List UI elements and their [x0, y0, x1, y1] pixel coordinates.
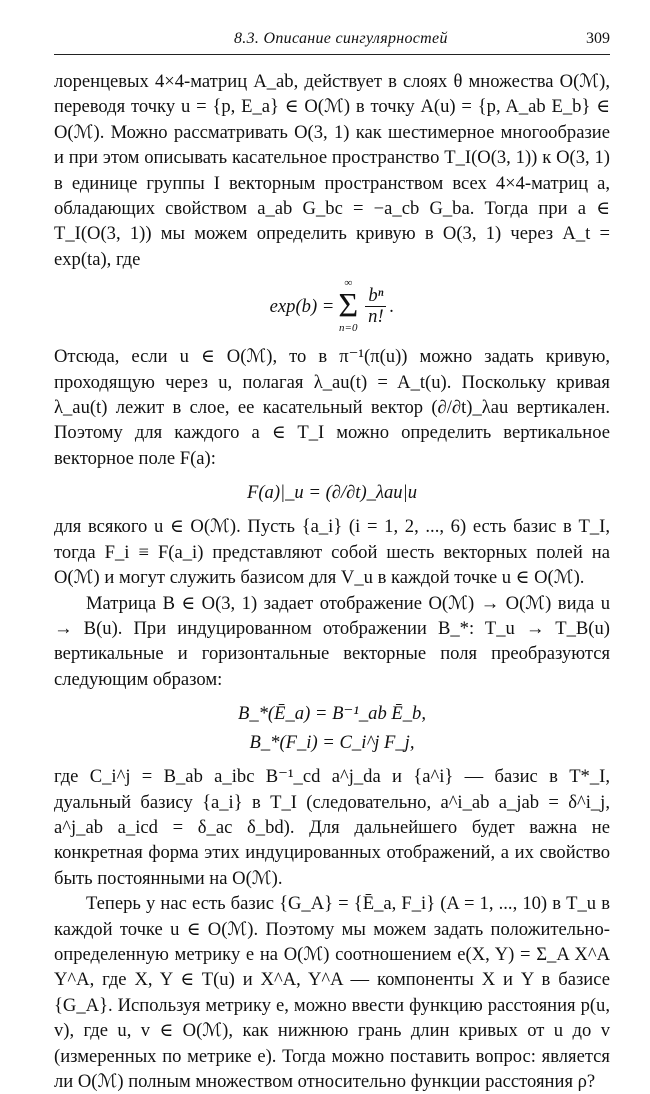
- fraction-numerator: bⁿ: [365, 286, 386, 307]
- vector-field-equation: F(a)|_u = (∂/∂t)_λau|u: [246, 482, 418, 504]
- fraction-denominator: n!: [368, 305, 384, 327]
- paragraph-5: где C_i^j = B_ab a_ibc B⁻¹_cd a^j_da и {a^i} — базис в T*_I, дуальный базису {a_i} в T_I (следовательно, a^i_ab a_jab = δ^i_j, a^j_ab a_icd = δ_ac δ_bd). Для дальнейшего будет важна не конкретная форма этих индуцированных отображений, а их свойство быть постоянными на O(ℳ).: [54, 766, 610, 889]
- running-header: [54, 28, 610, 55]
- paragraph-2: Отсюда, если u ∈ O(ℳ), то в π⁻¹(π(u)) можно задать кривую, проходящую через u, полагая λ_au(t) = A_t(u). Поскольку кривая λ_au(t) лежит в слое, ее касательный вектор (∂/∂t)_λau вертикален. Поэтому для каждого a ∈ T_I можно определить вертикальное векторное поле F(a):: [54, 346, 610, 469]
- paragraph-6: Теперь у нас есть базис {G_A} = {Ē_a, F_i} (A = 1, ..., 10) в T_u в каждой точке u ∈ O(ℳ). Поэтому мы можем задать положительно-определенную метрику e на O(ℳ) соотношением e(X, Y) = Σ_A X^A Y^A, где X, Y ∈ T(u) и X^A, Y^A — компоненты X и Y в базисе {G_A}. Используя метрику e, можно ввести функцию расстояния p(u, v), где u, v ∈ O(ℳ), как нижнюю грань длин кривых от u до v (измеренных по метрике e). Тогда можно поставить вопрос: является ли O(ℳ) полным множеством относительно функции расстояния ρ?: [54, 893, 610, 1092]
- transform-equation-2: B_*(F_i) = C_i^j F_j,: [249, 732, 415, 754]
- paragraph-1: лоренцевых 4×4-матриц A_ab, действует в слоях θ множества O(ℳ), переводя точку u = {p, E_a} ∈ O(ℳ) в точку A(u) = {p, A_ab E_b} ∈ O(ℳ). Можно рассматривать O(3, 1) как шестимерное многообразие и при этом описывать касательное пространство T_I(O(3, 1)) к O(3, 1) в единице группы I векторным пространством всех 4×4-матриц a, обладающих свойством a_ab G_bc = −a_cb G_ba. Тогда при a ∈ T_I(O(3, 1)) мы можем определить кривую в O(3, 1) через A_t = exp(ta), где: [54, 71, 610, 270]
- exp-left: exp(b) =: [269, 295, 335, 317]
- section-title: 8.3. Описание сингулярностей: [234, 30, 448, 47]
- transform-equation-1: B_*(Ē_a) = B⁻¹_ab Ē_b,: [237, 703, 427, 725]
- paragraph-3: для всякого u ∈ O(ℳ). Пусть {a_i} (i = 1, 2, ..., 6) есть базис в T_I, тогда F_i ≡ F(a_i) представляют собой шесть векторных полей на O(ℳ) и могут служить базисом для V_u в каждой точке u ∈ O(ℳ).: [54, 516, 610, 589]
- sum-symbol: ∞ Σ n=0: [338, 277, 359, 335]
- sum-lower-limit: n=0: [339, 322, 358, 335]
- page-number: 309: [586, 30, 610, 47]
- page-body: [54, 69, 610, 1094]
- sum-upper-limit: ∞: [344, 277, 353, 290]
- exp-series-equation: exp(b) = ∞ Σ n=0 $\frac{\text{bⁿ}}{n!}$ .: [269, 277, 395, 335]
- series-fraction: [365, 286, 387, 327]
- paragraph-4: Матрица B ∈ O(3, 1) задает отображение O(ℳ) → O(ℳ) вида u → B(u). При индуцированном отображении B_*: T_u → T_B(u) вертикальные и горизонтальные векторные поля преобразуются следующим образом:: [54, 592, 610, 690]
